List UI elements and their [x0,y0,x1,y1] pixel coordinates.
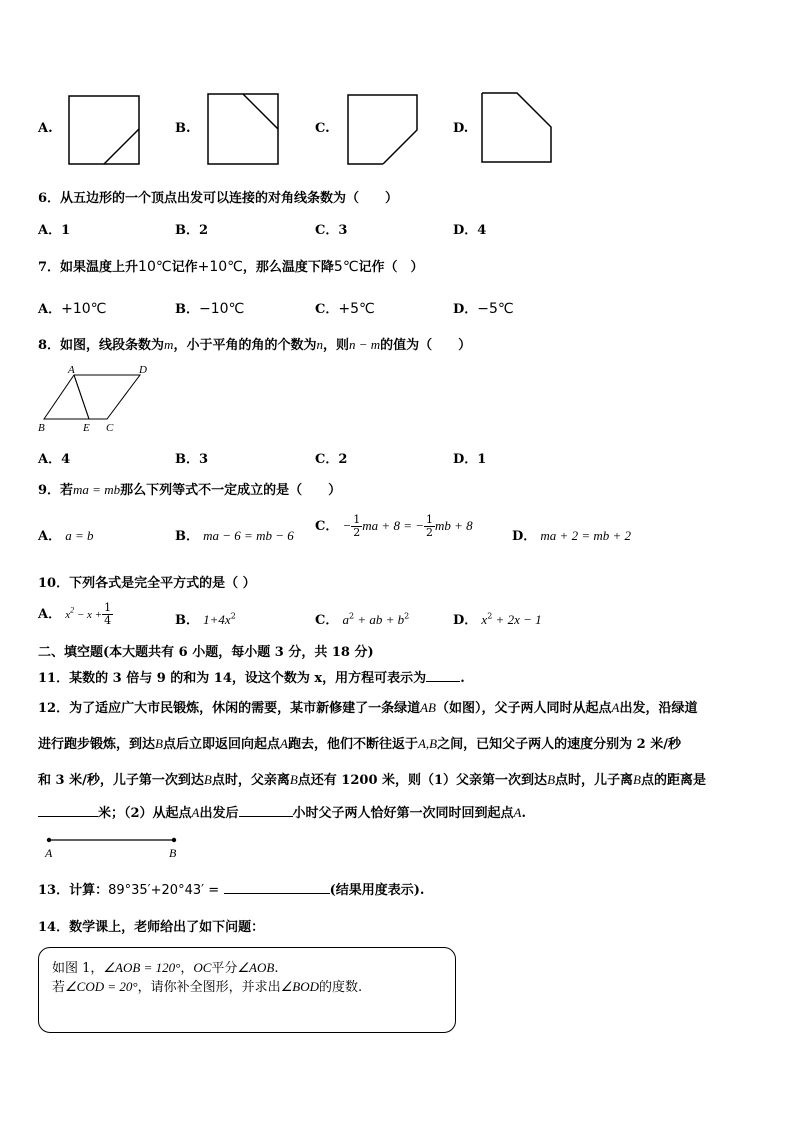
q8-option-d: D．1 [453,452,487,467]
q6-option-c: C．3 [315,223,348,238]
q6-stem: 6．从五边形的一个顶点出发可以连接的对角线条数为（ ） [38,191,399,206]
q7-option-c: C．+5℃ [315,301,375,317]
q8-option-b: B．3 [175,452,209,467]
q9-option-b: B． ma − 6 = mb − 6 [175,528,294,544]
q12-label-b: B [169,846,177,860]
q6-option-a: A．1 [38,223,71,238]
q8-stem: 8．如图，线段条数为m，小于平角的角的个数为n，则n − m的值为（ ） [38,337,472,353]
q13-answer-blank[interactable] [224,881,330,894]
q12-answer-blank-2[interactable] [239,804,293,817]
q8-label-d: D [139,364,147,376]
q8-parallelogram-figure [38,364,158,432]
q14-box-line-2: 若∠COD = 20°，请你补全图形，并求出∠BOD的度数. [52,979,363,995]
q12-line-2: 进行跑步锻炼，到达B点后立即返回向起点A跑去，他们不断往返于A,B之间，已知父子两人的速度分别为 2 米/秒 [38,736,681,752]
q13: 13．计算：89°35′+20°43′ = (结果用度表示). [38,883,425,898]
q9-option-c: C． − $\frac{1}{2}$ ma + 8 = − $\frac{1}{2}$ mb + 8 [315,513,473,539]
q11-answer-blank[interactable] [426,669,460,682]
q8-label-e: E [83,422,90,434]
q5-figure-b [207,93,279,165]
q8-label-a: A [68,364,75,376]
q12-label-a: A [45,846,53,860]
section-2-heading: 二、填空题(本大题共有 6 小题，每小题 3 分，共 18 分) [38,645,374,660]
q7-option-a: A．+10℃ [38,301,107,317]
q8-option-c: C．2 [315,452,348,467]
q9-option-d: D． ma + 2 = mb + 2 [512,528,632,544]
q11: 11．某数的 3 倍与 9 的和为 14，设这个数为 x，用方程可表示为 . [38,671,465,686]
q9-option-a: A． a = b [38,528,94,544]
q12-segment-ab-figure [40,834,190,862]
q5-option-b-label: B. [175,121,191,136]
q10-stem: 10．下列各式是完全平方式的是（ ） [38,576,256,591]
q7-stem: 7．如果温度上升10℃记作+10℃，那么温度下降5℃记作（ ） [38,259,424,275]
q10-option-a: A． $x^2 - x$ + $\frac{1}{4}$ [38,601,112,627]
q5-figure-c [347,94,419,166]
q12-line-4: 米；（2）从起点A出发后 小时父子两人恰好第一次同时回到起点A. [38,802,526,821]
q6-option-b: B．2 [175,223,209,238]
q5-figure-a [68,95,140,165]
q12-answer-blank-1[interactable] [38,804,98,817]
q5-figure-d [481,92,553,164]
q14-box-line-1: 如图 1，∠AOB = 120°，OC平分∠AOB. [52,960,279,976]
q12-line-3: 和 3 米/秒，儿子第一次到达B点时，父亲离B点还有 1200 米，则（1）父亲第一次到达B点时，儿子离B点的距离是 [38,772,706,788]
q7-option-b: B．−10℃ [175,301,245,317]
q8-label-c: C [106,422,114,434]
q10-option-b: B． $1+4x^2$ [175,611,236,628]
q5-option-a-label: A. [38,121,53,136]
q10-option-c: C． $a^2$ + ab + $b^2$ [315,611,410,628]
q5-option-c-label: C. [315,121,330,136]
q7-option-d: D．−5℃ [453,301,514,317]
q14-stem: 14．数学课上，老师给出了如下问题： [38,920,265,935]
q8-label-b: B [38,422,45,434]
q10-option-d: D． $x^2 + 2x - 1$ [453,611,542,628]
q9-stem: 9．若ma = mb那么下列等式不一定成立的是（ ） [38,482,342,498]
q5-option-d-label: D. [453,121,469,136]
q12-line-1: 12．为了适应广大市民锻炼，休闲的需要，某市新修建了一条绿道AB（如图），父子两人同时从起点A出发，沿绿道 [38,700,698,716]
q8-option-a: A．4 [38,452,71,467]
q6-option-d: D．4 [453,223,487,238]
